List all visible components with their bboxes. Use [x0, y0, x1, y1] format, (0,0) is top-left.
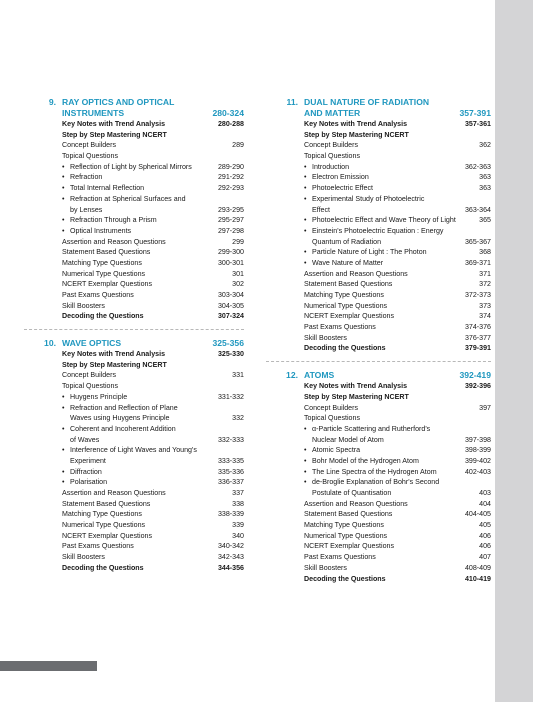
toc-entry-label: Numerical Type Questions: [304, 531, 388, 540]
toc-entry-pages: 331: [232, 371, 244, 380]
toc-entry[interactable]: [304, 151, 491, 162]
toc-entry-label: Step by Step Mastering NCERT: [62, 130, 167, 139]
toc-entry-label: Topical Questions: [62, 382, 118, 391]
toc-entry[interactable]: [304, 194, 491, 205]
toc-entry-pages: 406: [479, 542, 491, 551]
toc-entry-label: NCERT Exemplar Questions: [62, 280, 153, 289]
toc-entry-pages: 363: [479, 184, 491, 193]
toc-entry-label: Statement Based Questions: [62, 248, 151, 257]
toc-entry[interactable]: [304, 499, 491, 510]
toc-entry-pages: 289-290: [217, 162, 244, 171]
toc-entry-label: • Diffraction: [62, 467, 102, 478]
toc-entry-pages: 340-342: [217, 542, 244, 551]
toc-entry-pages: 339: [232, 521, 244, 530]
toc-entry-pages: 362: [479, 141, 491, 150]
toc-entry-pages: 335-336: [217, 467, 244, 476]
toc-entry-label: • Particle Nature of Light : The Photon: [304, 247, 427, 258]
toc-entry-label: • Optical Instruments: [62, 226, 131, 237]
toc-entry-label: • Refraction Through a Prism: [62, 215, 157, 226]
toc-entry-label: • Bohr Model of the Hydrogen Atom: [304, 456, 419, 467]
chapter-number: 10.: [44, 338, 56, 349]
chapter-block: [24, 338, 244, 573]
chapter-divider: [266, 361, 491, 362]
toc-entry[interactable]: [62, 456, 244, 467]
toc-entry-label: Skill Boosters: [62, 553, 105, 562]
toc-entry-pages: 357-361: [464, 120, 491, 128]
chapter-page-range: 325-356: [212, 338, 244, 349]
toc-entry[interactable]: [62, 279, 244, 290]
toc-entry-pages: 371: [479, 269, 491, 278]
toc-entry[interactable]: [304, 467, 491, 478]
toc-entry-label: Skill Boosters: [62, 301, 105, 310]
toc-entry-label: • Wave Nature of Matter: [304, 258, 383, 269]
toc-entry[interactable]: [304, 563, 491, 574]
toc-entry-label: • Reflection of Light by Spherical Mirrors: [62, 162, 192, 173]
toc-entry-pages: 299-300: [217, 248, 244, 257]
toc-entry[interactable]: [304, 552, 491, 563]
toc-entry-pages: 406: [479, 531, 491, 540]
toc-entry[interactable]: [62, 435, 244, 446]
toc-entry[interactable]: [304, 205, 491, 216]
toc-entry-pages: 344-356: [217, 563, 244, 572]
toc-entry-label: Matching Type Questions: [304, 291, 384, 299]
toc-entry-pages: 404-405: [464, 510, 491, 519]
toc-entry-pages: 404: [479, 499, 491, 508]
toc-entry-label: Numerical Type Questions: [304, 301, 388, 310]
toc-entry[interactable]: [304, 130, 491, 141]
chapter-title-line: WAVE OPTICS: [62, 338, 122, 349]
toc-entry-label: • Electron Emission: [304, 172, 369, 183]
toc-entry-pages: 331-332: [217, 392, 244, 401]
toc-entry[interactable]: [304, 279, 491, 290]
toc-entry-label: • The Line Spectra of the Hydrogen Atom: [304, 467, 437, 478]
toc-entry[interactable]: [62, 151, 244, 162]
chapter-block: [266, 370, 491, 584]
toc-entry-label: Concept Builders: [62, 141, 117, 150]
toc-entry-pages: 397-398: [464, 435, 491, 444]
toc-entry[interactable]: [62, 269, 244, 280]
chapter-number: 9.: [48, 97, 56, 107]
toc-entry-label: Past Exams Questions: [62, 542, 134, 551]
toc-entry[interactable]: [304, 413, 491, 424]
toc-entry-label: NCERT Exemplar Questions: [304, 542, 395, 551]
toc-entry-label: NCERT Exemplar Questions: [304, 312, 395, 321]
toc-entry-label: Key Notes with Trend Analysis: [304, 382, 408, 391]
toc-entry-pages: 302: [232, 280, 244, 289]
toc-entry[interactable]: [62, 226, 244, 237]
toc-entry-pages: 373: [479, 301, 491, 310]
toc-entry-label: NCERT Exemplar Questions: [62, 531, 153, 540]
toc-entry-label: • Refraction: [62, 172, 102, 183]
toc-entry-label: Decoding the Questions: [304, 574, 386, 583]
toc-entry-label: Quantum of Radiation: [312, 237, 382, 246]
toc-entry-pages: 307-324: [217, 312, 244, 321]
toc-entry-pages: 289: [232, 141, 244, 150]
toc-entry[interactable]: [62, 247, 244, 258]
toc-entry[interactable]: [62, 205, 244, 216]
toc-entry-label: • Experimental Study of Photoelectric: [304, 194, 424, 205]
chapter-heading[interactable]: [24, 338, 244, 349]
toc-entry-pages: 332: [232, 414, 244, 423]
toc-entry-pages: 392-396: [464, 382, 491, 391]
toc-entry-pages: 362-363: [464, 162, 491, 171]
toc-entry[interactable]: [62, 531, 244, 542]
toc-entry-label: Key Notes with Trend Analysis: [62, 350, 166, 359]
toc-entry-pages: 333-335: [217, 456, 244, 465]
toc-entry-pages: 405: [479, 521, 491, 530]
toc-entry-label: • Refraction and Reflection of Plane: [62, 403, 178, 414]
chapter-entry-list: [304, 381, 491, 584]
toc-entry[interactable]: [304, 488, 491, 499]
chapter-entry-list: [304, 119, 491, 354]
toc-entry-label: • Polarisation: [62, 477, 107, 488]
toc-entry[interactable]: [62, 488, 244, 499]
toc-entry-label: Waves using Huygens Principle: [70, 414, 170, 423]
page-edge-strip: [495, 0, 533, 702]
toc-entry[interactable]: [62, 381, 244, 392]
toc-entry[interactable]: [304, 172, 491, 183]
toc-entry[interactable]: [62, 290, 244, 301]
toc-entry-label: • Huygens Principle: [62, 392, 127, 403]
toc-entry-pages: 303-304: [217, 291, 244, 299]
toc-entry[interactable]: [62, 360, 244, 371]
toc-entry-label: Key Notes with Trend Analysis: [304, 120, 408, 128]
toc-entry-label: Topical Questions: [304, 152, 360, 161]
toc-entry-label: Key Notes with Trend Analysis: [62, 120, 166, 128]
toc-entry[interactable]: [304, 226, 491, 237]
toc-entry-label: • α-Particle Scattering and Rutherford's: [304, 424, 430, 435]
toc-entry[interactable]: [62, 237, 244, 248]
toc-entry-pages: 338-339: [217, 510, 244, 519]
toc-entry-pages: 398-399: [464, 446, 491, 455]
toc-entry-label: • Interference of Light Waves and Young's: [62, 445, 197, 456]
toc-entry-pages: 336-337: [217, 478, 244, 487]
toc-entry[interactable]: [304, 333, 491, 344]
toc-entry-label: Statement Based Questions: [62, 499, 151, 508]
toc-entry[interactable]: [62, 194, 244, 205]
toc-entry-label: Assertion and Reason Questions: [304, 269, 408, 278]
toc-entry[interactable]: [62, 258, 244, 269]
chapter-number: 12.: [286, 370, 298, 381]
toc-entry-label: Matching Type Questions: [304, 521, 384, 530]
toc-entry[interactable]: [62, 183, 244, 194]
chapter-title-line: AND MATTER: [304, 108, 361, 118]
page-footer-bar: [0, 661, 97, 671]
toc-entry-label: Concept Builders: [304, 403, 359, 412]
toc-entry-pages: 292-293: [217, 184, 244, 193]
toc-entry[interactable]: [304, 140, 491, 151]
toc-entry[interactable]: [62, 541, 244, 552]
toc-entry-label: • Introduction: [304, 162, 349, 173]
toc-entry[interactable]: [304, 424, 491, 435]
chapter-block: [266, 97, 491, 354]
toc-entry-pages: 340: [232, 531, 244, 540]
toc-entry-label: Concept Builders: [62, 371, 117, 380]
toc-entry[interactable]: [304, 258, 491, 269]
toc-entry-pages: 408-409: [464, 563, 491, 572]
toc-entry-pages: 299: [232, 237, 244, 246]
toc-entry-pages: 369-371: [464, 258, 491, 267]
toc-entry-pages: 365: [479, 216, 491, 225]
toc-entry-label: Past Exams Questions: [304, 553, 376, 562]
toc-entry-label: Skill Boosters: [304, 333, 347, 342]
chapter-heading[interactable]: [266, 370, 491, 381]
toc-entry[interactable]: [304, 311, 491, 322]
toc-entry[interactable]: [62, 413, 244, 424]
toc-entry[interactable]: [62, 301, 244, 312]
toc-entry-pages: 402-403: [464, 467, 491, 476]
toc-entry-pages: 363: [479, 173, 491, 182]
toc-entry-label: by Lenses: [70, 205, 103, 214]
toc-entry[interactable]: [304, 574, 491, 585]
chapter-number: 11.: [286, 97, 298, 107]
toc-entry-label: Step by Step Mastering NCERT: [62, 360, 167, 369]
toc-entry[interactable]: [62, 311, 244, 322]
toc-entry-label: of Waves: [70, 435, 100, 444]
toc-entry[interactable]: [62, 499, 244, 510]
toc-entry[interactable]: [304, 509, 491, 520]
toc-entry[interactable]: [304, 456, 491, 467]
toc-entry-pages: 291-292: [217, 173, 244, 182]
toc-entry-label: • de-Broglie Explanation of Bohr's Second: [304, 477, 439, 488]
toc-entry[interactable]: [304, 343, 491, 354]
toc-entry-label: Matching Type Questions: [62, 510, 142, 519]
toc-entry-label: Decoding the Questions: [62, 312, 144, 321]
chapter-page-range: 280-324: [212, 108, 244, 118]
toc-entry-label: Statement Based Questions: [304, 280, 393, 289]
chapter-block: [24, 97, 244, 322]
toc-entry-label: Assertion and Reason Questions: [62, 489, 166, 497]
toc-entry[interactable]: [62, 215, 244, 226]
toc-entry[interactable]: [304, 520, 491, 531]
toc-entry-label: Decoding the Questions: [62, 563, 144, 572]
toc-entry-label: Past Exams Questions: [304, 323, 376, 332]
toc-entry[interactable]: [62, 403, 244, 414]
toc-entry-label: Skill Boosters: [304, 563, 347, 572]
toc-entry-pages: 325-330: [217, 350, 244, 359]
toc-entry-label: Past Exams Questions: [62, 291, 134, 299]
toc-entry-label: Topical Questions: [304, 414, 360, 423]
toc-entry-label: Topical Questions: [62, 152, 118, 161]
toc-entry[interactable]: [62, 520, 244, 531]
toc-entry[interactable]: [304, 477, 491, 488]
toc-entry[interactable]: [62, 392, 244, 403]
toc-entry[interactable]: [304, 247, 491, 258]
toc-entry[interactable]: [62, 445, 244, 456]
chapter-title-line: INSTRUMENTS: [62, 108, 125, 118]
toc-entry-label: • Refraction at Spherical Surfaces and: [62, 194, 186, 205]
toc-entry-pages: 342-343: [217, 553, 244, 562]
toc-entry-pages: 300-301: [217, 258, 244, 267]
toc-entry-pages: 374: [479, 312, 491, 321]
toc-entry[interactable]: [304, 392, 491, 403]
toc-entry[interactable]: [62, 467, 244, 478]
toc-entry-label: Concept Builders: [304, 141, 359, 150]
toc-entry-pages: 368: [479, 248, 491, 257]
toc-entry-pages: 280-288: [217, 120, 244, 128]
toc-entry-label: Assertion and Reason Questions: [304, 499, 408, 508]
toc-entry-pages: 407: [479, 553, 491, 562]
chapter-title-line: ATOMS: [304, 370, 335, 381]
toc-entry[interactable]: [304, 119, 491, 130]
toc-entry-pages: 399-402: [464, 456, 491, 465]
toc-entry[interactable]: [304, 269, 491, 280]
chapter-heading[interactable]: [24, 97, 244, 119]
toc-entry[interactable]: [62, 130, 244, 141]
toc-entry-pages: 403: [479, 489, 491, 497]
toc-entry-label: • Coherent and Incoherent Addition: [62, 424, 176, 435]
toc-entry[interactable]: [62, 370, 244, 381]
toc-entry-pages: 376-377: [464, 333, 491, 342]
toc-entry-pages: 379-391: [464, 344, 491, 353]
toc-entry-pages: 365-367: [464, 237, 491, 246]
toc-entry-label: Matching Type Questions: [62, 258, 142, 267]
chapter-page-range: 392-419: [459, 370, 491, 381]
toc-entry[interactable]: [304, 322, 491, 333]
toc-entry[interactable]: [304, 183, 491, 194]
toc-entry[interactable]: [62, 162, 244, 173]
toc-entry-label: Step by Step Mastering NCERT: [304, 130, 409, 139]
toc-entry-pages: 338: [232, 499, 244, 508]
toc-entry-label: Assertion and Reason Questions: [62, 237, 166, 246]
toc-entry[interactable]: [62, 349, 244, 360]
toc-entry-pages: 293-295: [217, 205, 244, 214]
chapter-title-line: RAY OPTICS AND OPTICAL: [62, 97, 175, 107]
toc-entry-pages: 295-297: [217, 216, 244, 225]
toc-entry[interactable]: [62, 552, 244, 563]
toc-entry-label: • Photoelectric Effect: [304, 183, 373, 194]
toc-entry-label: • Photoelectric Effect and Wave Theory of Light: [304, 215, 456, 226]
toc-entry[interactable]: [304, 290, 491, 301]
toc-entry[interactable]: [304, 531, 491, 542]
toc-entry-pages: 374-376: [464, 323, 491, 332]
toc-column-right: [266, 97, 491, 584]
toc-entry[interactable]: [304, 445, 491, 456]
toc-entry-label: Step by Step Mastering NCERT: [304, 392, 409, 401]
toc-entry-pages: 372-373: [464, 291, 491, 299]
toc-entry-label: Statement Based Questions: [304, 510, 393, 519]
toc-entry[interactable]: [304, 162, 491, 173]
toc-entry[interactable]: [62, 119, 244, 130]
toc-entry-label: Numerical Type Questions: [62, 521, 146, 530]
toc-entry[interactable]: [304, 215, 491, 226]
toc-entry[interactable]: [62, 140, 244, 151]
toc-entry-pages: 372: [479, 280, 491, 289]
toc-entry-pages: 397: [479, 403, 491, 412]
toc-entry[interactable]: [304, 541, 491, 552]
toc-column-left: [24, 97, 244, 574]
toc-entry-pages: 337: [232, 489, 244, 497]
toc-entry-label: • Einstein's Photoelectric Equation : Energy: [304, 226, 443, 237]
toc-entry-label: Decoding the Questions: [304, 344, 386, 353]
toc-entry-label: Nuclear Model of Atom: [312, 435, 384, 444]
toc-entry[interactable]: [62, 563, 244, 574]
toc-entry-pages: 332-333: [217, 435, 244, 444]
chapter-divider: [24, 329, 244, 330]
toc-entry[interactable]: [304, 435, 491, 446]
toc-entry-label: Postulate of Quantisation: [312, 489, 392, 497]
toc-entry[interactable]: [304, 403, 491, 414]
toc-entry-label: Experiment: [70, 456, 106, 465]
toc-entry-pages: 301: [232, 269, 244, 278]
toc-entry-label: • Total Internal Reflection: [62, 183, 144, 194]
toc-entry-label: Effect: [312, 205, 331, 214]
chapter-page-range: 357-391: [459, 108, 491, 118]
chapter-entry-list: [62, 119, 244, 322]
toc-entry-pages: 304-305: [217, 301, 244, 310]
toc-entry-pages: 363-364: [464, 205, 491, 214]
toc-entry[interactable]: [304, 237, 491, 248]
toc-entry[interactable]: [62, 172, 244, 183]
toc-entry-label: Numerical Type Questions: [62, 269, 146, 278]
chapter-entry-list: [62, 349, 244, 573]
toc-entry-pages: 297-298: [217, 226, 244, 235]
toc-entry[interactable]: [304, 301, 491, 312]
toc-entry[interactable]: [62, 477, 244, 488]
chapter-title-line: DUAL NATURE OF RADIATION: [304, 97, 430, 107]
toc-entry[interactable]: [62, 424, 244, 435]
toc-entry[interactable]: [62, 509, 244, 520]
toc-entry[interactable]: [304, 381, 491, 392]
toc-entry-pages: 410-419: [464, 574, 491, 583]
toc-entry-label: • Atomic Spectra: [304, 445, 360, 456]
chapter-heading[interactable]: [266, 97, 491, 119]
